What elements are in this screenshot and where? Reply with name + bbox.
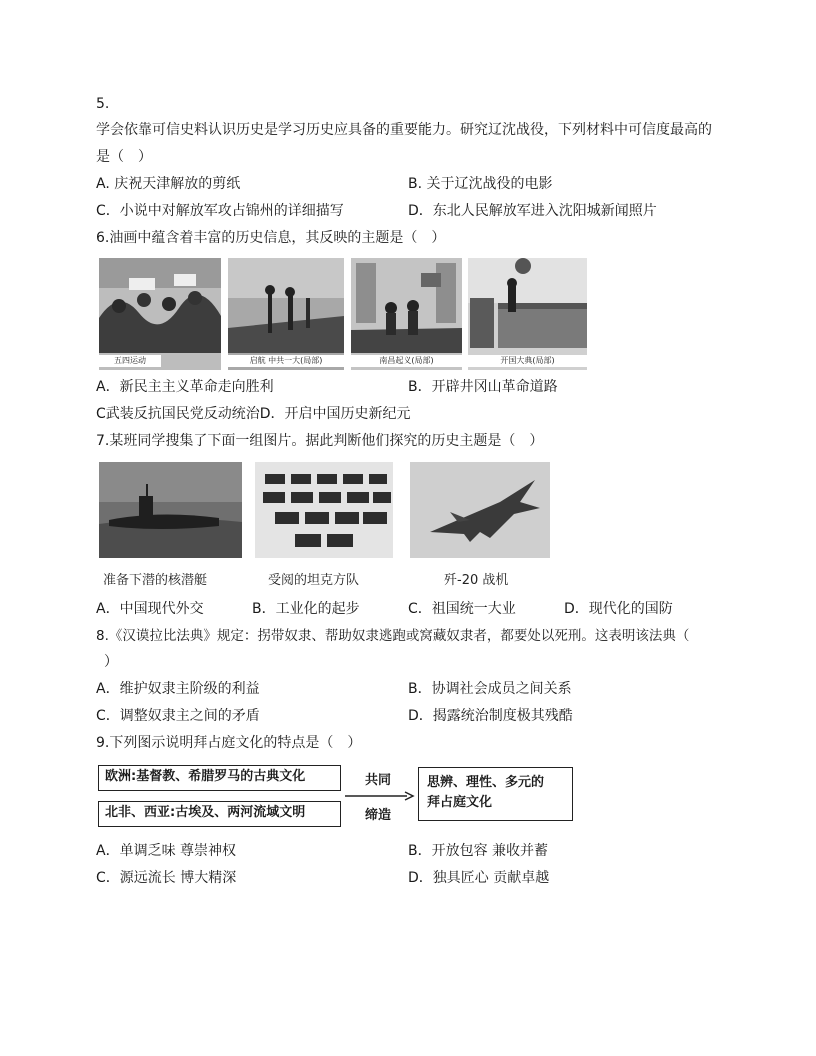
q8-option-c[interactable]: C．调整奴隶主之间的矛盾: [96, 708, 260, 724]
q5-option-b[interactable]: B. 关于辽沈战役的电影: [408, 176, 553, 192]
q7-stem: 7.某班同学搜集了下面一组图片。据此判断他们探究的历史主题是（ ）: [96, 433, 544, 449]
painting-may-fourth-image: [99, 258, 221, 370]
q7-option-d[interactable]: D．现代化的国防: [564, 601, 673, 617]
nuclear-submarine-image: [99, 462, 242, 558]
q5-stem-line2: 是（ ）: [96, 149, 152, 165]
q6-stem: 6.油画中蕴含着丰富的历史信息，其反映的主题是（ ）: [96, 230, 446, 246]
diagram-result-line1: 思辨、理性、多元的: [427, 775, 545, 790]
q9-option-b[interactable]: B．开放包容 兼收并蓄: [408, 843, 549, 859]
painting-nanchang-uprising-image: [351, 258, 462, 370]
q8-option-d[interactable]: D．揭露统治制度极其残酷: [408, 708, 573, 724]
caption-j20-fighter: 歼-20 战机: [444, 573, 509, 588]
q5-option-d[interactable]: D．东北人民解放军进入沈阳城新闻照片: [408, 203, 657, 219]
diagram-arrow-label-bottom: 缔造: [365, 808, 392, 823]
diagram-arrow-label-top: 共同: [365, 773, 392, 788]
q9-option-d[interactable]: D．独具匠心 贡献卓越: [408, 870, 550, 886]
q9-stem: 9.下列图示说明拜占庭文化的特点是（ ）: [96, 735, 362, 751]
caption-cpc-first-congress: 启航 中共一大(局部): [228, 355, 344, 367]
q9-option-c[interactable]: C．源远流长 博大精深: [96, 870, 237, 886]
q6-option-a[interactable]: A．新民主主义革命走向胜利: [96, 379, 274, 395]
q9-option-a[interactable]: A．单调乏味 尊崇神权: [96, 843, 237, 859]
painting-cpc-first-congress-image: [228, 258, 344, 370]
q7-option-a[interactable]: A．中国现代外交: [96, 601, 204, 617]
tank-formation-image: [255, 462, 393, 558]
caption-nuclear-submarine: 准备下潜的核潜艇: [103, 573, 208, 588]
q5-option-a[interactable]: A. 庆祝天津解放的剪纸: [96, 176, 241, 192]
painting-founding-ceremony-image: [468, 258, 587, 370]
diagram-source-north-africa-west-asia: 北非、西亚:古埃及、两河流域文明: [98, 801, 341, 827]
diagram-result-byzantine: [418, 767, 573, 821]
q5-stem-line1: 学会依靠可信史料认识历史是学习历史应具备的重要能力。研究辽沈战役，下列材料中可信度最高的: [96, 122, 712, 138]
q7-option-c[interactable]: C．祖国统一大业: [408, 601, 516, 617]
q8-stem-line2: ）: [104, 654, 118, 670]
q6-option-b[interactable]: B．开辟井冈山革命道路: [408, 379, 558, 395]
q6-option-c-d[interactable]: C武装反抗国民党反动统治D．开启中国历史新纪元: [96, 406, 411, 422]
j20-fighter-image: [410, 462, 550, 558]
q7-option-b[interactable]: B．工业化的起步: [252, 601, 360, 617]
caption-may-fourth: 五四运动: [99, 355, 161, 367]
q8-stem-line1: 8.《汉谟拉比法典》规定：拐带奴隶、帮助奴隶逃跑或窝藏奴隶者，都要处以死刑。这表明该法典（: [96, 628, 690, 644]
caption-tank-formation: 受阅的坦克方队: [268, 573, 360, 588]
diagram-source-europe: 欧洲:基督教、希腊罗马的古典文化: [98, 765, 341, 791]
q5-number: 5.: [96, 96, 110, 112]
diagram-result-line2: 拜占庭文化: [427, 795, 493, 810]
q8-option-b[interactable]: B．协调社会成员之间关系: [408, 681, 572, 697]
q8-option-a[interactable]: A．维护奴隶主阶级的利益: [96, 681, 260, 697]
caption-founding-ceremony: 开国大典(局部): [468, 355, 587, 367]
q5-option-c[interactable]: C．小说中对解放军攻占锦州的详细描写: [96, 203, 344, 219]
caption-nanchang-uprising: 南昌起义(局部): [351, 355, 462, 367]
